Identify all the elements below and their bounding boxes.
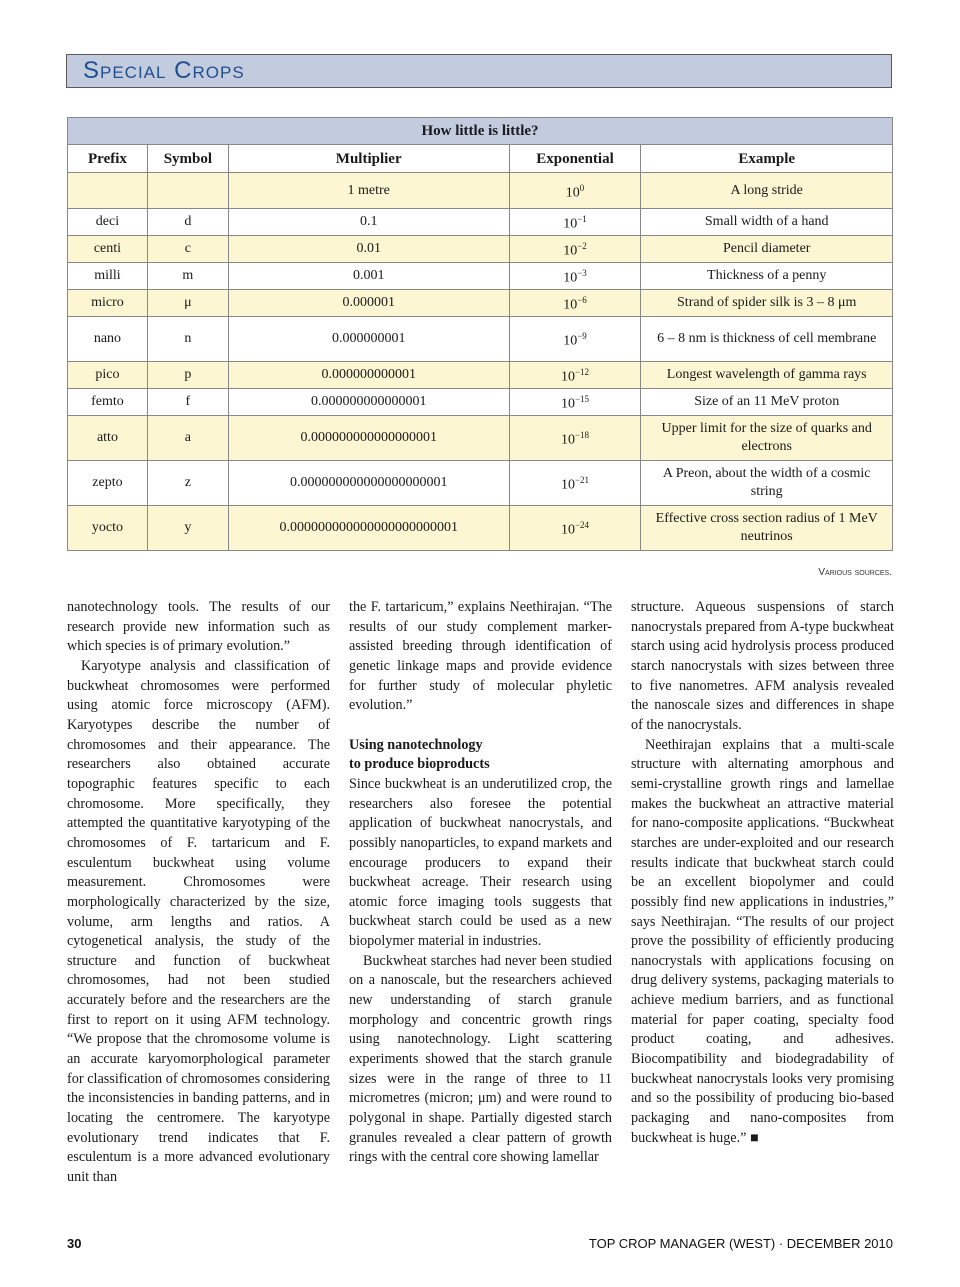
cell-example: Upper limit for the size of quarks and electrons — [641, 416, 893, 461]
paragraph: Neethirajan explains that a multi-scale structure with alternating amorphous and semi-crystalline growth rings and lamellae makes the buckwheat an attractive material for nano-composite applications. “Buckwheat starches are under-exploited and our research results indicate that buckwheat starch could be an excellent biopolymer and could possibly find new applications in industries,” says Neethirajan. “The results of our project prove the possibility of efficiently producing nanocrystals with applications focusing on drug delivery systems, packaging materials to achieve medium barriers, and as functional material for paper coating, specialty food product coating, and adhesives. Biocompatibility and biodegradability of buckwheat nanocrystals looks very promising and so the possibility of producing bio-based packaging and nano-composites from buckwheat is huge.” ■ — [631, 736, 894, 1146]
cell-exponential — [509, 317, 641, 362]
publication-info: TOP CROP MANAGER (WEST) · DECEMBER 2010 — [588, 1236, 893, 1251]
units-table — [67, 117, 893, 551]
cell-symbol: y — [147, 506, 228, 551]
cell-symbol: n — [147, 317, 228, 362]
article-column-1 — [67, 598, 330, 1238]
subheading-line-2: to produce bioproducts — [349, 756, 490, 773]
table-row — [68, 236, 893, 263]
cell-example: A long stride — [641, 173, 893, 209]
header-multiplier: Multiplier — [228, 145, 509, 173]
cell-prefix: milli — [68, 263, 148, 290]
cell-exponential — [509, 173, 641, 209]
page-footer — [67, 1236, 893, 1254]
cell-multiplier: 0.000000000001 — [228, 362, 509, 389]
cell-symbol: a — [147, 416, 228, 461]
header-symbol: Symbol — [147, 145, 228, 173]
paragraph: the F. tartaricum,” explains Neethirajan. “The results of our study complement marker-assisted breeding through identification of genetic linkage maps and provide evidence for further study of molecular phyletic evolution.” — [349, 599, 612, 714]
paragraph: Since buckwheat is an underutilized crop, the researchers also foresee the potential application of buckwheat nanocrystals, and possibly nanoparticles, to expand markets and encourage producers to expand their buckwheat acreage. Their research using atomic force imaging tools suggests that buckwheat starch could be used as a new biopolymer material in industries. — [349, 775, 612, 950]
cell-prefix: micro — [68, 290, 148, 317]
cell-exponential — [509, 362, 641, 389]
cell-exponential — [509, 506, 641, 551]
table-row — [68, 173, 893, 209]
cell-example: Small width of a hand — [641, 209, 893, 236]
exp-base: 10 — [563, 270, 578, 286]
cell-exponential — [509, 389, 641, 416]
paragraph: Buckwheat starches had never been studied on a nanoscale, but the researchers achieved new understanding of starch granule morphology and concentric growth rings using nanotechnology. Light scattering experiments showed that the starch granule sizes were in the range of three to 11 micrometres (micron; μm) and were round to polygonal in shape. Partially digested starch granules revealed a clear pattern of growth rings with the central core showing lamellar — [349, 952, 612, 1166]
cell-multiplier: 0.000000000000000001 — [228, 416, 509, 461]
cell-prefix — [68, 173, 148, 209]
exp-power: 0 — [579, 182, 585, 193]
table-row — [68, 416, 893, 461]
cell-example: Pencil diameter — [641, 236, 893, 263]
cell-symbol: p — [147, 362, 228, 389]
table-row — [68, 362, 893, 389]
exp-power: −15 — [574, 394, 590, 405]
exp-power: −1 — [577, 214, 587, 225]
exp-power: −6 — [577, 295, 587, 306]
cell-symbol — [147, 173, 228, 209]
cell-multiplier: 0.000000001 — [228, 317, 509, 362]
paragraph: nanotechnology tools. The results of our research provide new information such as which species is of primary evolution.” — [67, 599, 330, 655]
page-number: 30 — [67, 1236, 82, 1251]
exp-base: 10 — [560, 477, 575, 493]
table-row — [68, 209, 893, 236]
cell-multiplier: 0.000001 — [228, 290, 509, 317]
article-column-3 — [631, 598, 894, 1238]
article-column-2 — [349, 598, 612, 1238]
cell-symbol: d — [147, 209, 228, 236]
exp-power: −24 — [574, 520, 590, 531]
cell-multiplier: 1 metre — [228, 173, 509, 209]
subheading — [349, 736, 612, 775]
cell-exponential — [509, 236, 641, 263]
exp-base: 10 — [563, 297, 578, 313]
table-row — [68, 389, 893, 416]
cell-symbol: f — [147, 389, 228, 416]
cell-exponential — [509, 263, 641, 290]
cell-example: Longest wavelength of gamma rays — [641, 362, 893, 389]
cell-symbol: μ — [147, 290, 228, 317]
cell-example: Strand of spider silk is 3 – 8 μm — [641, 290, 893, 317]
exp-base: 10 — [563, 216, 578, 232]
cell-prefix: zepto — [68, 461, 148, 506]
cell-symbol: c — [147, 236, 228, 263]
cell-example: A Preon, about the width of a cosmic string — [641, 461, 893, 506]
exp-power: −9 — [577, 331, 587, 342]
table-row — [68, 506, 893, 551]
exp-base: 10 — [560, 522, 575, 538]
cell-symbol: m — [147, 263, 228, 290]
paragraph: Karyotype analysis and classification of buckwheat chromosomes were performed using atomic force microscopy (AFM). Karyotypes describe the number of chromosomes and their appearance. The researchers also obtained accurate topographic features specific to each chromosome. More specifically, they attempted the quantitative karyotyping of the chromosomes of F. tartaricum and F. esculentum buckwheat using volume measurement. Chromosomes were morphologically characterized by the size, volume, arm lengths and ratios. A cytogenetical analysis, the study of the structure and function of buckwheat chromosomes, had not been studied accurately before and the researchers are the first to report on it using AFM technology. “We propose that the chromosome volume is an accurate karyomorphological parameter for classification of chromosomes considering the inconsistencies in banding patterns, and in locating the centromere. The karyotype evolutionary trend indicates that F. esculentum is a more advanced evolutionary unit than — [67, 657, 330, 1186]
cell-exponential — [509, 416, 641, 461]
cell-exponential — [509, 209, 641, 236]
exp-base: 10 — [563, 333, 578, 349]
cell-exponential — [509, 461, 641, 506]
exp-base: 10 — [565, 185, 580, 201]
cell-example: Effective cross section radius of 1 MeV neutrinos — [641, 506, 893, 551]
cell-prefix: deci — [68, 209, 148, 236]
cell-example: Size of an 11 MeV proton — [641, 389, 893, 416]
paragraph: structure. Aqueous suspensions of starch nanocrystals prepared from A-type buckwheat starch using acid hydrolysis process produced starch nanocrystals with sizes between three to five nanometres. AFM analysis revealed the nanoscale sizes and differences in shape of the nanocrystals. — [631, 599, 894, 733]
header-example: Example — [641, 145, 893, 173]
article-body — [0, 598, 960, 1238]
cell-multiplier: 0.01 — [228, 236, 509, 263]
exp-power: −12 — [574, 367, 590, 378]
cell-prefix: atto — [68, 416, 148, 461]
exp-power: −2 — [577, 241, 587, 252]
cell-prefix: femto — [68, 389, 148, 416]
section-header — [66, 54, 892, 88]
table-title: How little is little? — [67, 117, 893, 144]
cell-exponential — [509, 290, 641, 317]
exp-power: −21 — [574, 475, 590, 486]
table-row — [68, 290, 893, 317]
table-row — [68, 317, 893, 362]
header-prefix: Prefix — [68, 145, 148, 173]
source-note: Various sources. — [818, 567, 892, 578]
table-row — [68, 461, 893, 506]
cell-prefix: centi — [68, 236, 148, 263]
exp-power: −3 — [577, 268, 587, 279]
cell-prefix: nano — [68, 317, 148, 362]
section-title: Special Crops — [83, 57, 245, 84]
cell-multiplier: 0.000000000000001 — [228, 389, 509, 416]
cell-symbol: z — [147, 461, 228, 506]
exp-power: −18 — [574, 430, 590, 441]
cell-example: 6 – 8 nm is thickness of cell membrane — [641, 317, 893, 362]
cell-multiplier: 0.001 — [228, 263, 509, 290]
header-exponential: Exponential — [509, 145, 641, 173]
exp-base: 10 — [560, 432, 575, 448]
cell-prefix: pico — [68, 362, 148, 389]
exp-base: 10 — [563, 243, 578, 259]
cell-prefix: yocto — [68, 506, 148, 551]
exp-base: 10 — [560, 396, 575, 412]
cell-multiplier: 0.000000000000000000000001 — [228, 506, 509, 551]
cell-example: Thickness of a penny — [641, 263, 893, 290]
table-header-row — [68, 145, 893, 173]
table-row — [68, 263, 893, 290]
cell-multiplier: 0.1 — [228, 209, 509, 236]
subheading-line-1: Using nanotechnology — [349, 736, 483, 753]
exp-base: 10 — [560, 369, 575, 385]
cell-multiplier: 0.000000000000000000001 — [228, 461, 509, 506]
